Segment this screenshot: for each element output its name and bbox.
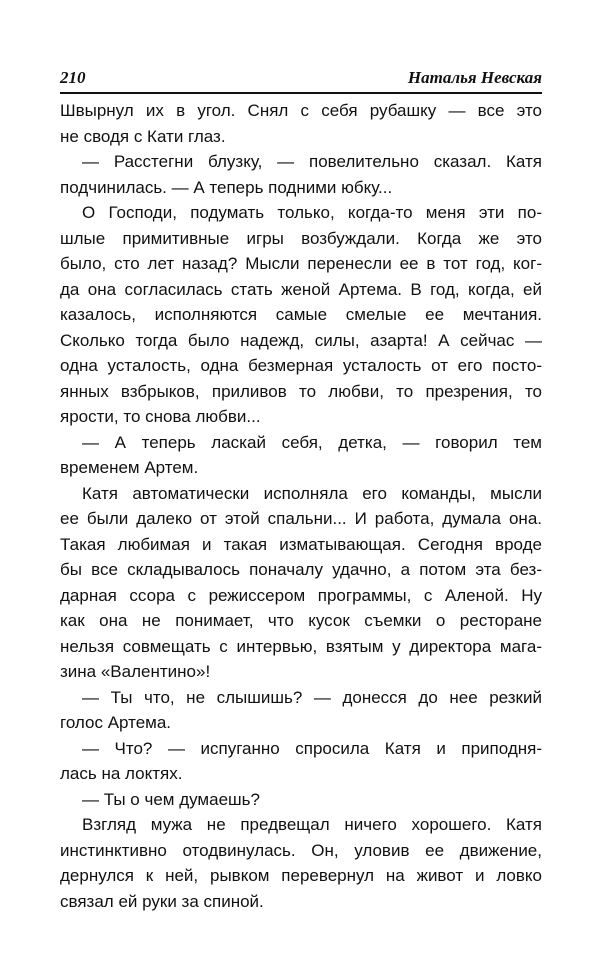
text-line: Такая любимая и такая изматывающая. Сегодня вроде: [60, 534, 542, 554]
text-line: шлые примитивные игры возбуждали. Когда же это: [60, 228, 542, 248]
text-line: было, сто лет назад? Мысли перенесли ее в тот год, ког-: [60, 254, 542, 273]
text-line: янных взбрыков, приливов то любви, то презрения, то: [60, 381, 542, 401]
text-line: нельзя совмещать с интервью, взятым у директора мага-: [60, 636, 542, 656]
text-line: ярости, то снова любви...: [60, 407, 261, 426]
paragraph: [60, 787, 542, 813]
paragraph: [60, 149, 542, 200]
text-line: Катя автоматически исполняла его команды, мысли: [82, 483, 542, 503]
paragraph: [60, 98, 542, 149]
text-line: — А теперь ласкай себя, детка, — говорил тем: [82, 432, 542, 452]
text-line: временем Артем.: [60, 458, 199, 477]
text-line: инстинктивно отодвинулась. Он, уловив ее движение,: [60, 840, 542, 860]
text-line: дарная ссора с режиссером программы, с Аленой. Ну: [60, 585, 542, 605]
text-line: бы все складывалось поначалу удачно, а потом эта без-: [60, 560, 542, 579]
text-line: Взгляд мужа не предвещал ничего хорошего. Катя: [82, 815, 542, 834]
running-header: [60, 68, 542, 90]
header-rule: [60, 92, 542, 94]
text-line: зина «Валентино»!: [60, 662, 211, 681]
text-line: — Что? — испуганно спросила Катя и приподня-: [82, 738, 542, 758]
text-line: связал ей руки за спиной.: [60, 891, 264, 911]
paragraph: [60, 481, 542, 685]
paragraph: [60, 685, 542, 736]
text-line: не сводя с Кати глаз.: [60, 126, 226, 146]
text-line: ее были далеко от этой спальни... И работа, думала она.: [60, 509, 542, 528]
text-line: — Расстегни блузку, — повелительно сказал. Катя: [82, 152, 542, 171]
text-line: — Ты что, не слышишь? — донесся до нее резкий: [82, 687, 542, 707]
text-line: одна усталость, одна безмерная усталость от его посто-: [60, 356, 542, 375]
text-line: Швырнул их в угол. Снял с себя рубашку — все это: [60, 101, 542, 120]
page-number: 210: [60, 68, 86, 87]
text-line: как она не понимает, что кусок съемки о ресторане: [60, 611, 542, 630]
text-line: Сколько тогда было надежд, силы, азарта! А сейчас —: [60, 330, 542, 350]
paragraph: [60, 812, 542, 914]
author-name: Наталья Невская: [407, 68, 542, 87]
text-line: голос Артема.: [60, 713, 172, 732]
text-line: казалось, исполняются самые смелые ее мечтания.: [60, 305, 542, 324]
text-line: да она согласилась стать женой Артема. В год, когда, ей: [60, 279, 542, 299]
text-line: лась на локтях.: [60, 764, 183, 783]
page-body: [60, 98, 542, 914]
paragraph: [60, 200, 542, 430]
paragraph: [60, 430, 542, 481]
text-line: подчинилась. — А теперь подними юбку...: [60, 177, 393, 197]
text-line: О Господи, подумать только, когда-то меня эти по-: [82, 203, 542, 222]
text-line: дернулся к ней, рывком перевернул на живот и ловко: [60, 866, 542, 885]
text-line: — Ты о чем думаешь?: [82, 789, 260, 809]
paragraph: [60, 736, 542, 787]
